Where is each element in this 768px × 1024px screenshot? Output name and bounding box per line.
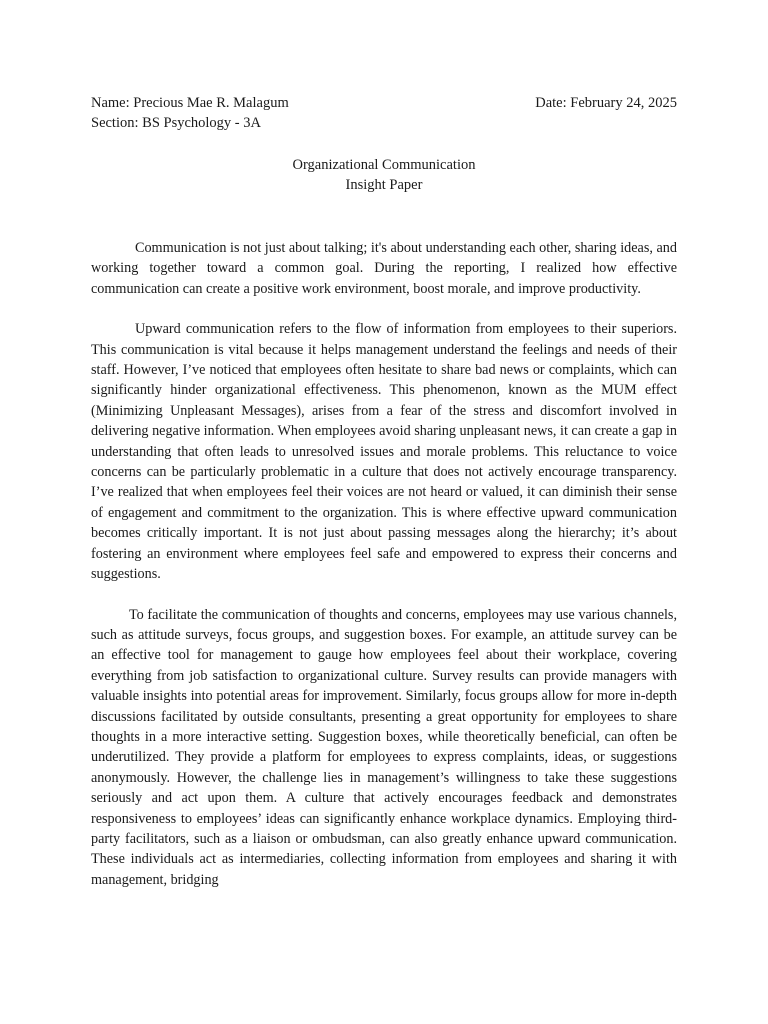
title-block (91, 155, 677, 195)
body-text (91, 238, 677, 890)
document-title: Organizational Communication (292, 157, 476, 173)
student-name: Name: Precious Mae R. Malagum (91, 95, 289, 111)
paragraph-1: Communication is not just about talking; it's about understanding each other, sharing ideas, and working together toward a common goal. During the reporting, I realized how effective communication can create a positive work environment, boost morale, and improve productivity. (91, 240, 677, 297)
section-line: Section: BS Psychology - 3A (91, 115, 261, 131)
paragraph-3: To facilitate the communication of thoughts and concerns, employees may use various channels, such as attitude surveys, focus groups, and suggestion boxes. For example, an attitude survey can be an effective tool for management to gauge how employees feel about their workplace, covering everything from job satisfaction to organizational culture. Survey results can provide managers with valuable insights into potential areas for improvement. Similarly, focus groups allow for more in-depth discussions facilitated by outside consultants, presenting a great opportunity for employees to share thoughts in a more interactive setting. Suggestion boxes, while theoretically beneficial, can often be underutilized. They provide a platform for employees to express complaints, ideas, or suggestions anonymously. However, the challenge lies in management’s willingness to take these suggestions seriously and act upon them. A culture that actively encourages feedback and demonstrates responsiveness to employees’ ideas can significantly enhance workplace dynamics. Employing third-party facilitators, such as a liaison or ombudsman, can also greatly enhance upward communication. These individuals act as intermediaries, collecting information from employees and sharing it with management, bridging (91, 606, 677, 888)
paragraph-2: Upward communication refers to the flow of information from employees to their superiors. This communication is vital because it helps management understand the feelings and needs of their staff. However, I’ve noticed that employees often hesitate to share bad news or complaints, which can significantly hinder organizational effectiveness. This phenomenon, known as the MUM effect (Minimizing Unpleasant Messages), arises from a fear of the stress and discomfort involved in delivering negative information. When employees avoid sharing unpleasant news, it can create a gap in understanding that often leads to unresolved issues and morale problems. This reluctance to voice concerns can be particularly problematic in a culture that does not actively encourage transparency. I’ve realized that when employees feel their voices are not heard or valued, it can diminish their sense of engagement and commitment to the organization. This is where effective upward communication becomes critically important. It is not just about passing messages along the hierarchy; it’s about fostering an environment where employees feel safe and empowered to express their concerns and suggestions. (91, 321, 677, 583)
document-subtitle: Insight Paper (345, 177, 423, 193)
submission-date: Date: February 24, 2025 (535, 95, 677, 111)
header-row (91, 93, 677, 113)
